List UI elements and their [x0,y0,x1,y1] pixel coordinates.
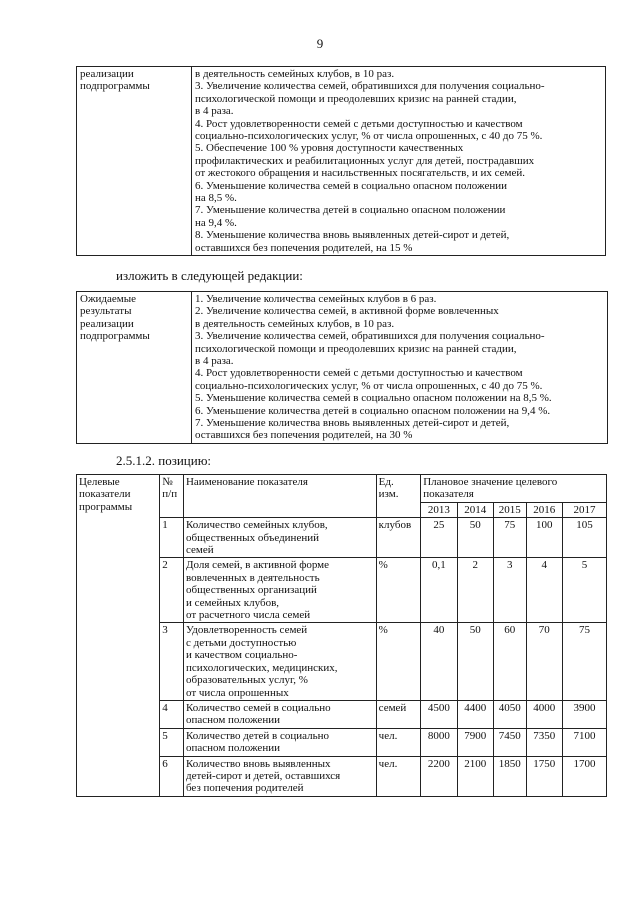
header-name: Наименование показателя [183,475,376,518]
row-value: 7100 [563,728,607,756]
row-value: 8000 [421,728,457,756]
row-value: 3900 [563,700,607,728]
row-value: 0,1 [421,558,457,623]
text-line: социально-психологических услуг, % от числа опрошенных, с 40 до 75 %. [195,379,543,392]
text-line: в 4 раза. [195,355,234,368]
header-year: 2013 [421,502,457,517]
paragraph-new-edition: изложить в следующей редакции: [116,268,303,283]
row-value: 4400 [457,700,493,728]
row-value: 70 [526,623,562,700]
row-value: 100 [526,518,562,558]
row-num: 6 [160,756,184,796]
row-value: 2 [457,558,493,623]
results-label-cell [77,67,192,256]
text-line: 3. Увеличение количества семей, обратившихся для получения социально- [195,80,545,93]
label-line: реализации [80,68,134,80]
text-line: 6. Уменьшение количества детей в социально опасном положении на 9,4 %. [195,404,551,417]
text-line: профилактических и реабилитационных услуг для детей, пострадавших [195,154,535,167]
header-year: 2014 [457,502,493,517]
row-value: 7350 [526,728,562,756]
row-value: 4050 [493,700,526,728]
row-value: 7900 [457,728,493,756]
text-line: в деятельность семейных клубов, в 10 раз. [195,317,395,330]
text-line: социально-психологических услуг, % от числа опрошенных, с 40 до 75 %. [195,130,543,143]
row-num: 3 [160,623,184,700]
row-value: 60 [493,623,526,700]
text-line: на 9,4 %. [195,216,237,229]
text-line: 4. Рост удовлетворенности семей с детьми доступностью и качеством [195,367,523,380]
row-value: 1700 [563,756,607,796]
row-name: Количество вновь выявленных детей-сирот и детей, оставшихся без попечения родителей [183,756,376,796]
row-value: 2100 [457,756,493,796]
indicators-label-cell [77,475,160,797]
text-line: 7. Уменьшение количества вновь выявленных детей-сирот и детей, [195,417,510,430]
text-line: от жестокого обращения и насильственных посягательств, и их семей. [195,167,525,180]
header-year: 2015 [493,502,526,517]
header-year: 2017 [563,502,607,517]
text-line: в деятельность семейных клубов, в 10 раз. [195,68,395,80]
row-name: Удовлетворенность семей с детьми доступностью и качеством социально- психологических, медицинских, образовательных услуг, % от числа опрошенных [183,623,376,700]
label-line: программы [79,500,133,513]
header-unit: Ед. изм. [376,475,421,518]
row-value: 1750 [526,756,562,796]
header-plan: Плановое значение целевого показателя [421,475,607,503]
paragraph-position: 2.5.1.2. позицию: [116,453,212,468]
row-value: 50 [457,623,493,700]
label-line: реализации [80,317,134,330]
row-value: 4 [526,558,562,623]
header-year: 2016 [526,502,562,517]
text-line: 6. Уменьшение количества семей в социально опасном положении [195,179,507,192]
label-line: результаты [80,305,132,318]
text-line: 2. Увеличение количества семей, в активной форме вовлеченных [195,305,499,318]
row-value: 75 [493,518,526,558]
row-value: 75 [563,623,607,700]
row-num: 4 [160,700,184,728]
text-line: 7. Уменьшение количества детей в социально опасном положении [195,204,506,217]
page-number: 9 [316,36,324,51]
row-value: 50 [457,518,493,558]
results-text-cell [192,67,606,256]
text-line: 5. Уменьшение количества семей в социально опасном положении на 8,5 %. [195,392,552,405]
row-name: Количество семейных клубов, общественных объединений семей [183,518,376,558]
results-table-new [76,291,608,444]
row-unit: чел. [376,756,421,796]
results-label-cell [77,292,192,444]
label-line: показатели [79,488,131,501]
label-line: подпрограммы [80,330,150,343]
row-unit: чел. [376,728,421,756]
indicators-table [76,474,607,797]
row-unit: клубов [376,518,421,558]
row-name: Количество семей в социально опасном положении [183,700,376,728]
row-unit: % [376,558,421,623]
row-value: 2200 [421,756,457,796]
label-line: Ожидаемые [80,293,137,305]
row-unit: семей [376,700,421,728]
text-line: в 4 раза. [195,105,234,118]
row-value: 4500 [421,700,457,728]
text-line: 5. Обеспечение 100 % уровня доступности качественных [195,142,464,155]
row-num: 5 [160,728,184,756]
row-name: Количество детей в социально опасном положении [183,728,376,756]
row-value: 25 [421,518,457,558]
results-text-cell [192,292,608,444]
row-value: 4000 [526,700,562,728]
text-line: 8. Уменьшение количества вновь выявленных детей-сирот и детей, [195,229,510,242]
header-num: № п/п [160,475,184,518]
row-value: 3 [493,558,526,623]
text-line: психологической помощи и преодолевших кризис на ранней стадии, [195,92,517,105]
text-line: 4. Рост удовлетворенности семей с детьми доступностью и качеством [195,117,523,130]
label-line: Целевые [79,476,120,488]
row-num: 1 [160,518,184,558]
text-line: 1. Увеличение количества семейных клубов в 6 раз. [195,293,437,305]
row-name: Доля семей, в активной форме вовлеченных в деятельность общественных организаций и семейных клубов, от расчетного числа семей [183,558,376,623]
label-line: подпрограммы [80,80,150,93]
row-value: 1850 [493,756,526,796]
text-line: психологической помощи и преодолевших кризис на ранней стадии, [195,342,517,355]
row-unit: % [376,623,421,700]
text-line: оставшихся без попечения родителей, на 30 % [195,429,413,442]
results-table-old [76,66,606,256]
row-value: 105 [563,518,607,558]
row-num: 2 [160,558,184,623]
text-line: на 8,5 %. [195,192,237,205]
row-value: 40 [421,623,457,700]
row-value: 7450 [493,728,526,756]
text-line: оставшихся без попечения родителей, на 15 % [195,241,413,254]
row-value: 5 [563,558,607,623]
text-line: 3. Увеличение количества семей, обратившихся для получения социально- [195,330,545,343]
